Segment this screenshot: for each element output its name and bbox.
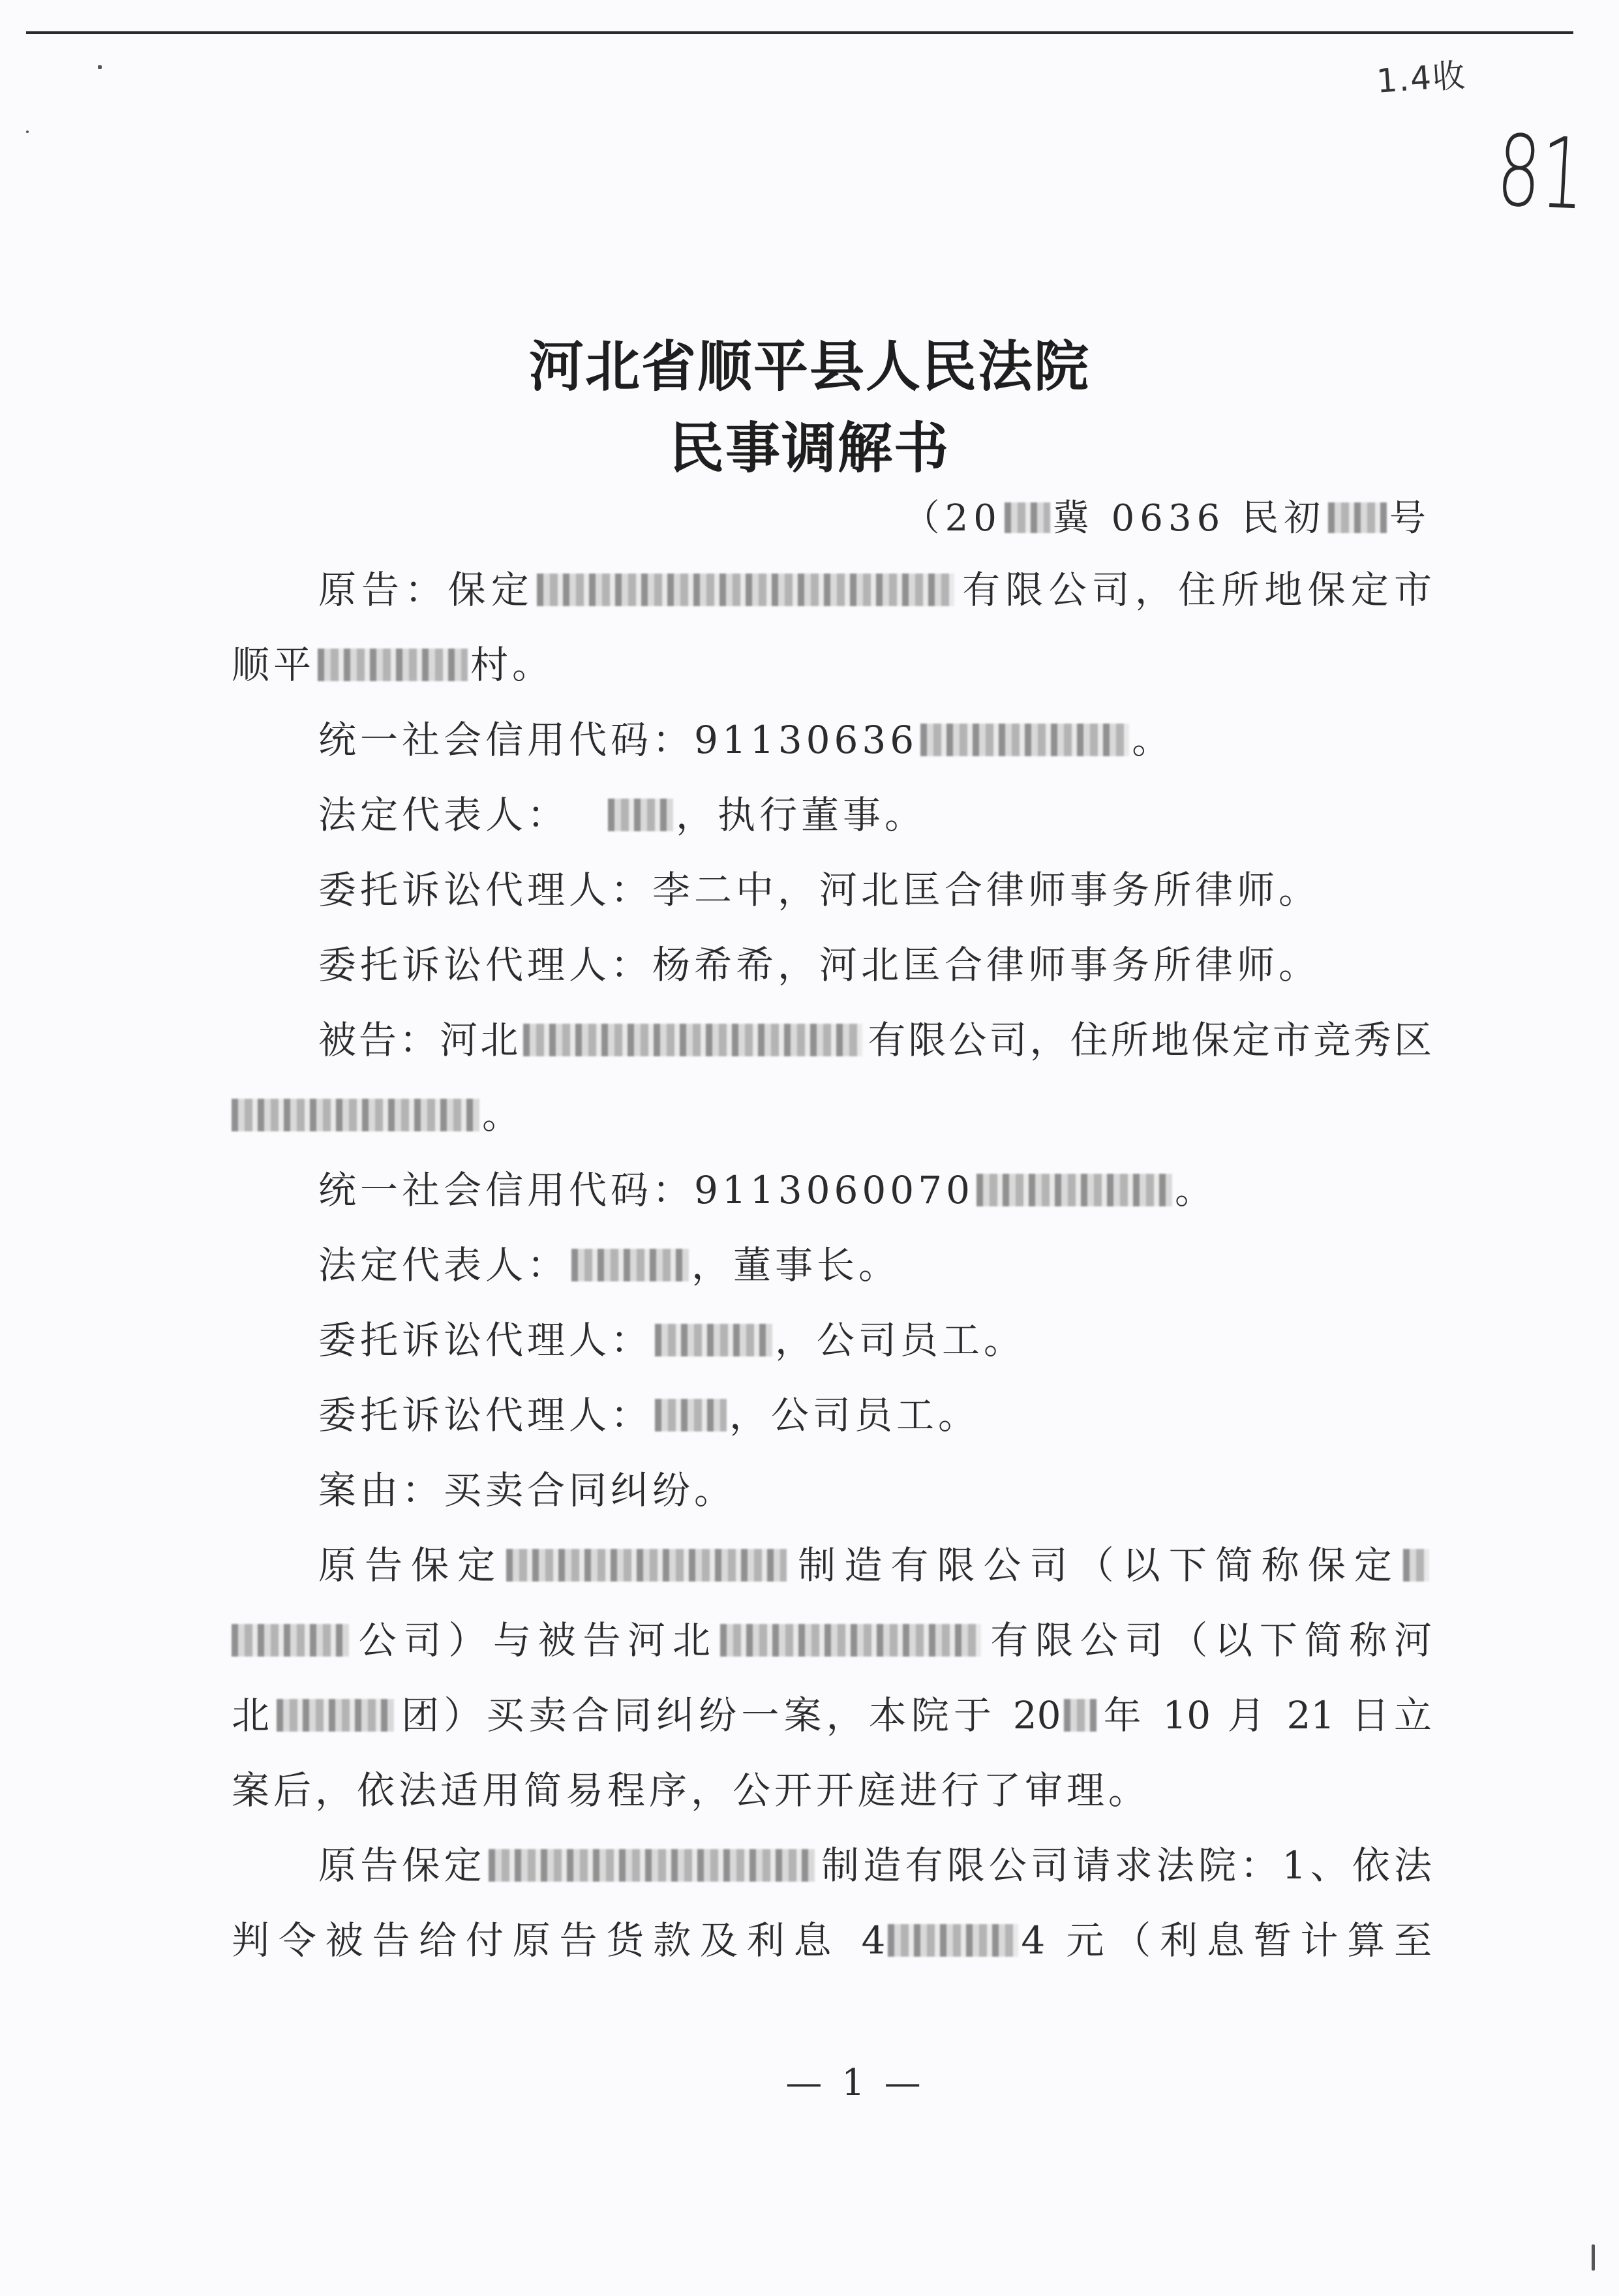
facts-line-3 — [232, 1693, 1432, 1737]
case-number — [903, 489, 1431, 542]
defendant-agent-1 — [318, 1318, 1432, 1362]
text-segment: 村。 — [470, 643, 554, 687]
text-segment: 团）买卖合同纠纷一案，本院于 20 — [397, 1693, 1061, 1737]
defendant-credit-code — [318, 1168, 1432, 1212]
redaction — [277, 1699, 394, 1731]
text-segment: 被告：河北 — [318, 1018, 521, 1062]
case-number-close: 号 — [1389, 497, 1431, 540]
defendant-representative — [318, 1243, 1432, 1287]
text-segment: 年 10 月 21 日立 — [1098, 1693, 1432, 1737]
text-segment: ，执行董事。 — [676, 793, 927, 837]
facts-line-2 — [232, 1618, 1432, 1662]
scan-speck — [26, 130, 29, 133]
redaction — [232, 1099, 479, 1131]
facts-line-4: 案后，依法适用简易程序，公开开庭进行了审理。 — [232, 1768, 1151, 1813]
redaction — [608, 799, 673, 831]
scan-speck — [98, 65, 102, 69]
redaction — [1005, 502, 1050, 534]
defendant-agent-2 — [318, 1393, 1432, 1437]
text-segment: 原告保定 — [318, 1543, 504, 1587]
text-segment: 。 — [1175, 1168, 1217, 1212]
redaction — [523, 1024, 862, 1056]
text-segment: ，公司员工。 — [775, 1318, 1026, 1362]
claims-line-1 — [318, 1843, 1432, 1888]
defendant-address-line — [232, 1093, 1432, 1137]
text-segment: 制造有限公司请求法院：1、依法 — [817, 1843, 1432, 1888]
text-segment: ，董事长。 — [691, 1243, 901, 1287]
redaction — [888, 1924, 1018, 1956]
text-segment: 公司）与被告河北 — [352, 1618, 718, 1662]
text-segment: 法定代表人： — [318, 1243, 569, 1287]
text-segment: 委托诉讼代理人： — [318, 1393, 653, 1437]
text-segment: ，公司员工。 — [729, 1393, 980, 1437]
text-segment: 。 — [482, 1093, 524, 1137]
document-title: 民事调解书 — [669, 416, 950, 480]
case-number-open: （20 — [903, 497, 1002, 540]
text-segment: 法定代表人： — [318, 793, 569, 837]
text-segment: 判令被告给付原告货款及利息 4 — [232, 1918, 886, 1963]
redaction — [506, 1549, 787, 1581]
plaintiff-address-line — [232, 643, 1432, 687]
redaction — [720, 1624, 981, 1656]
redaction — [1064, 1699, 1097, 1731]
text-segment: 委托诉讼代理人： — [318, 1318, 653, 1362]
page-number: — 1 — — [785, 2062, 925, 2104]
plaintiff-representative — [318, 793, 1432, 837]
plaintiff-line — [318, 568, 1432, 612]
text-segment: 顺平 — [232, 643, 316, 687]
text-segment: 统一社会信用代码：91130636 — [318, 718, 918, 762]
text-segment: 原告保定 — [318, 1843, 486, 1888]
redaction — [1403, 1549, 1429, 1581]
case-number-mid: 冀 0636 民初 — [1052, 497, 1325, 540]
text-segment: 统一社会信用代码：9113060070 — [318, 1168, 975, 1212]
text-segment: 原告：保定 — [318, 568, 534, 612]
scan-speck — [1592, 2244, 1595, 2271]
text-segment: 制造有限公司（以下简称保定 — [789, 1543, 1400, 1587]
claims-line-2 — [232, 1918, 1432, 1963]
redaction — [920, 724, 1129, 756]
text-segment: 有限公司，住所地保定市竞秀区 — [865, 1018, 1432, 1062]
redaction — [655, 1399, 727, 1431]
plaintiff-agent-1: 委托诉讼代理人：李二中，河北匡合律师事务所律师。 — [318, 868, 1321, 912]
redaction — [976, 1174, 1172, 1206]
cause-of-action: 案由：买卖合同纠纷。 — [318, 1468, 736, 1512]
handwritten-note: 1.4收 — [1375, 56, 1468, 100]
top-rule — [26, 31, 1573, 34]
redaction — [232, 1624, 349, 1656]
defendant-line — [318, 1018, 1432, 1062]
redaction — [655, 1324, 772, 1356]
redaction — [537, 574, 954, 605]
plaintiff-credit-code — [318, 718, 1432, 762]
redaction — [571, 1249, 689, 1281]
text-segment: 4 元（利息暂计算至 — [1021, 1918, 1432, 1963]
plaintiff-agent-2: 委托诉讼代理人：杨希希，河北匡合律师事务所律师。 — [318, 943, 1321, 987]
text-segment: 北 — [232, 1693, 275, 1737]
text-segment: 。 — [1132, 718, 1174, 762]
redaction — [489, 1849, 815, 1881]
handwritten-page-number: 81 — [1494, 114, 1588, 232]
facts-line-1 — [318, 1543, 1432, 1587]
redaction — [318, 649, 468, 681]
text-segment: 有限公司（以下简称河 — [983, 1618, 1432, 1662]
redaction — [1328, 502, 1387, 534]
court-name: 河北省顺平县人民法院 — [528, 335, 1090, 399]
text-segment: 有限公司，住所地保定市 — [956, 568, 1432, 612]
